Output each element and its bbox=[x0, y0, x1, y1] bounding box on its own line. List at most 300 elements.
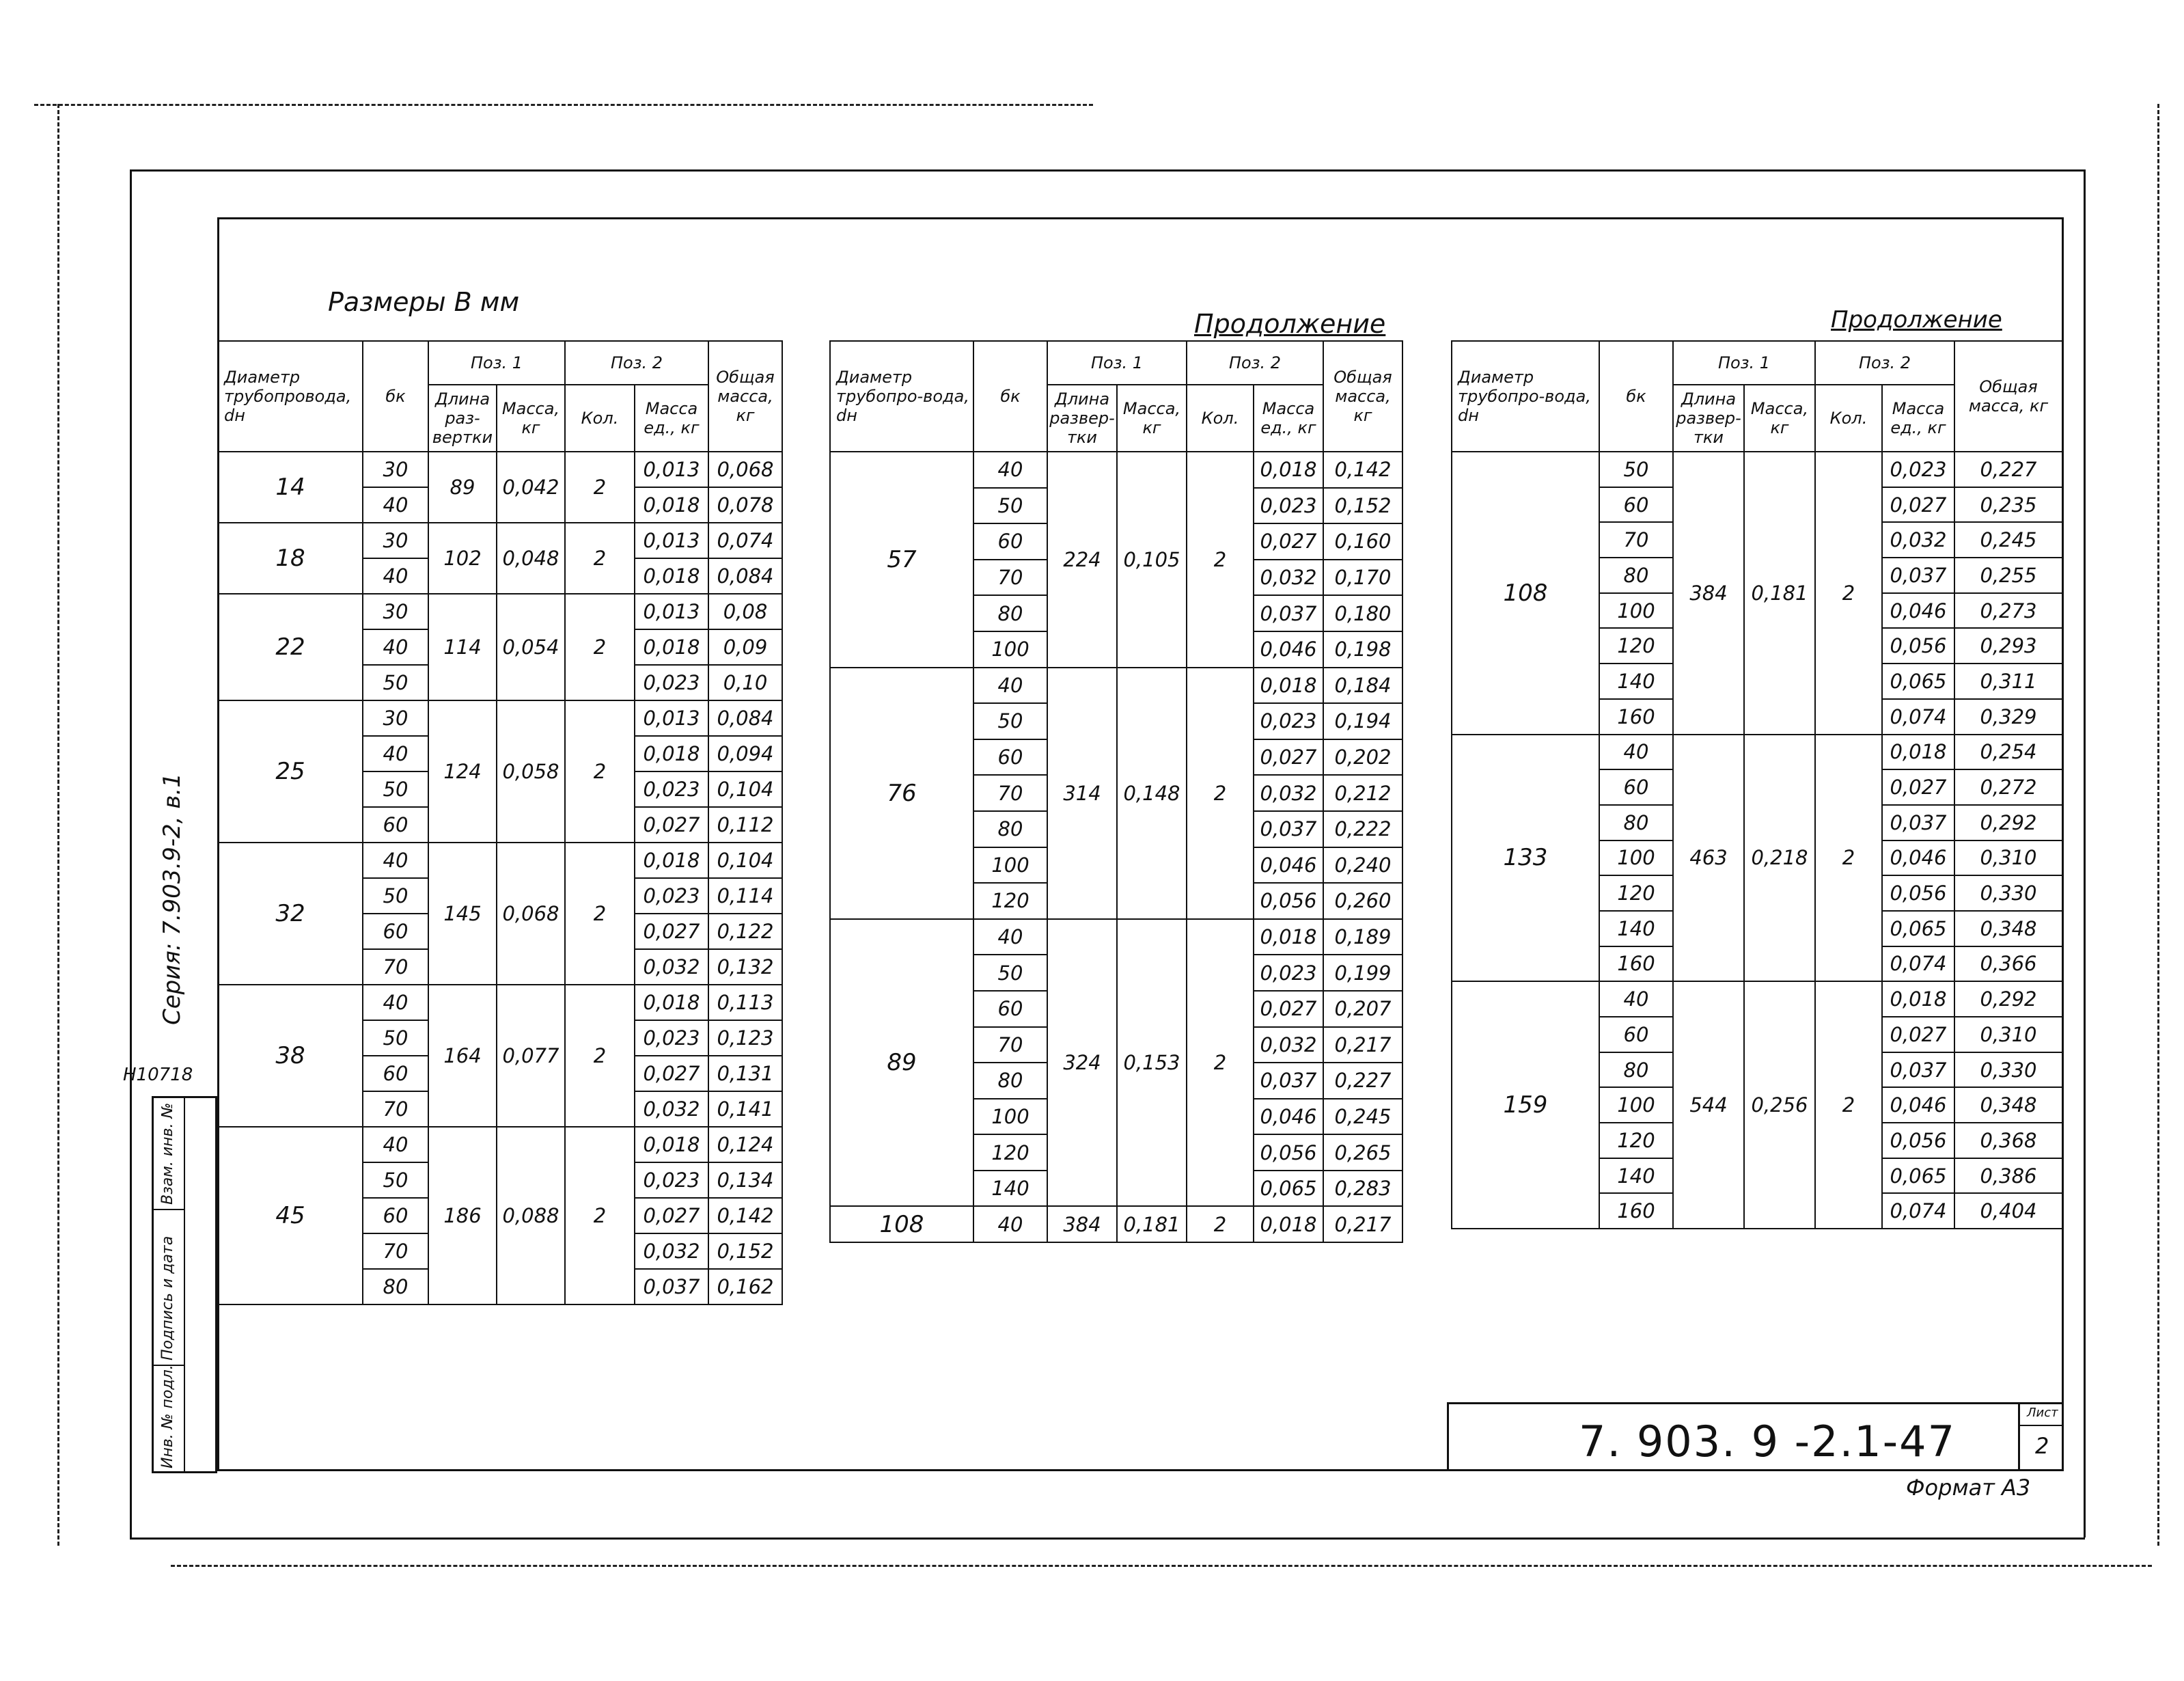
cell-length: 102 bbox=[428, 523, 497, 594]
cell-mass: 0,153 bbox=[1117, 919, 1187, 1207]
cell-unit-mass: 0,032 bbox=[635, 949, 708, 985]
cell-bk: 100 bbox=[1599, 840, 1673, 876]
cell-unit-mass: 0,032 bbox=[1254, 775, 1323, 811]
header-pos1-length: Длина раз-вертки bbox=[428, 385, 497, 452]
cell-unit-mass: 0,046 bbox=[1254, 1099, 1323, 1135]
cell-bk: 120 bbox=[1599, 1123, 1673, 1158]
cell-unit-mass: 0,056 bbox=[1882, 875, 1954, 911]
cell-unit-mass: 0,013 bbox=[635, 523, 708, 558]
cell-bk: 160 bbox=[1599, 946, 1673, 982]
header-total: Общая масса, кг bbox=[1323, 341, 1402, 452]
strip-label-signature: Подпись и дата bbox=[159, 1235, 176, 1361]
header-pos1-length: Длина развер-тки bbox=[1047, 385, 1117, 452]
cell-bk: 120 bbox=[1599, 875, 1673, 911]
cell-diameter: 76 bbox=[830, 668, 973, 919]
cell-total-mass: 0,074 bbox=[708, 523, 782, 558]
cell-mass: 0,068 bbox=[497, 843, 565, 985]
cell-unit-mass: 0,018 bbox=[635, 843, 708, 878]
cell-qty: 2 bbox=[1187, 668, 1254, 919]
cell-unit-mass: 0,023 bbox=[635, 1020, 708, 1056]
archive-number: Н10718 bbox=[123, 1065, 193, 1085]
cell-total-mass: 0,132 bbox=[708, 949, 782, 985]
cell-total-mass: 0,078 bbox=[708, 487, 782, 523]
cell-bk: 50 bbox=[363, 665, 428, 700]
outer-dashed-right bbox=[2157, 104, 2159, 1546]
cell-total-mass: 0,330 bbox=[1954, 1052, 2062, 1088]
spec-table-2 bbox=[829, 340, 1403, 1243]
cell-bk: 50 bbox=[363, 878, 428, 914]
cell-bk: 60 bbox=[1599, 769, 1673, 805]
cell-total-mass: 0,240 bbox=[1323, 847, 1402, 884]
table-row bbox=[218, 985, 782, 1020]
cell-unit-mass: 0,023 bbox=[1882, 452, 1954, 487]
cell-total-mass: 0,08 bbox=[708, 594, 782, 629]
cell-bk: 30 bbox=[363, 452, 428, 487]
cell-diameter: 133 bbox=[1452, 735, 1599, 982]
cell-bk: 70 bbox=[973, 1027, 1047, 1063]
cell-length: 89 bbox=[428, 452, 497, 523]
cell-total-mass: 0,198 bbox=[1323, 631, 1402, 668]
cell-diameter: 38 bbox=[218, 985, 363, 1127]
cell-total-mass: 0,254 bbox=[1954, 735, 2062, 770]
cell-bk: 40 bbox=[1599, 735, 1673, 770]
cell-diameter: 45 bbox=[218, 1127, 363, 1304]
cell-unit-mass: 0,023 bbox=[1254, 703, 1323, 739]
header-unit-mass: Масса ед., кг bbox=[1882, 385, 1954, 452]
cell-total-mass: 0,152 bbox=[708, 1233, 782, 1269]
cell-unit-mass: 0,023 bbox=[1254, 488, 1323, 524]
cell-mass: 0,105 bbox=[1117, 452, 1187, 668]
sheet-number: 2 bbox=[2035, 1433, 2049, 1459]
cell-bk: 40 bbox=[363, 985, 428, 1020]
cell-unit-mass: 0,023 bbox=[635, 1162, 708, 1198]
cell-bk: 30 bbox=[363, 594, 428, 629]
cell-unit-mass: 0,074 bbox=[1882, 1193, 1954, 1229]
cell-length: 145 bbox=[428, 843, 497, 985]
cell-unit-mass: 0,032 bbox=[635, 1091, 708, 1127]
cell-total-mass: 0,386 bbox=[1954, 1158, 2062, 1194]
continuation-label-1: Продолжение bbox=[1194, 309, 1386, 339]
header-diameter: Диаметр трубопровода, dн bbox=[218, 341, 363, 452]
cell-mass: 0,088 bbox=[497, 1127, 565, 1304]
header-pos1-mass: Масса, кг bbox=[1744, 385, 1815, 452]
cell-total-mass: 0,113 bbox=[708, 985, 782, 1020]
cell-total-mass: 0,272 bbox=[1954, 769, 2062, 805]
cell-length: 324 bbox=[1047, 919, 1117, 1207]
cell-bk: 60 bbox=[973, 739, 1047, 776]
cell-total-mass: 0,104 bbox=[708, 843, 782, 878]
cell-unit-mass: 0,018 bbox=[635, 558, 708, 594]
cell-mass: 0,077 bbox=[497, 985, 565, 1127]
cell-total-mass: 0,123 bbox=[708, 1020, 782, 1056]
cell-bk: 70 bbox=[363, 1233, 428, 1269]
frame-outer-top bbox=[130, 169, 2085, 172]
cell-total-mass: 0,273 bbox=[1954, 593, 2062, 629]
cell-qty: 2 bbox=[565, 700, 635, 843]
cell-total-mass: 0,292 bbox=[1954, 805, 2062, 840]
cell-total-mass: 0,292 bbox=[1954, 981, 2062, 1017]
cell-total-mass: 0,217 bbox=[1323, 1027, 1402, 1063]
cell-total-mass: 0,245 bbox=[1323, 1099, 1402, 1135]
title-block bbox=[1447, 1402, 2064, 1471]
cell-qty: 2 bbox=[565, 523, 635, 594]
cell-bk: 70 bbox=[363, 1091, 428, 1127]
header-bk: бк bbox=[363, 341, 428, 452]
cell-bk: 80 bbox=[973, 811, 1047, 847]
cell-bk: 60 bbox=[363, 807, 428, 843]
cell-bk: 120 bbox=[973, 883, 1047, 919]
outer-dashed-left bbox=[57, 104, 59, 1546]
cell-diameter: 89 bbox=[830, 919, 973, 1207]
cell-unit-mass: 0,027 bbox=[635, 807, 708, 843]
cell-unit-mass: 0,023 bbox=[635, 665, 708, 700]
cell-total-mass: 0,094 bbox=[708, 736, 782, 771]
cell-total-mass: 0,235 bbox=[1954, 487, 2062, 523]
cell-unit-mass: 0,018 bbox=[1254, 668, 1323, 704]
cell-unit-mass: 0,074 bbox=[1882, 699, 1954, 735]
cell-bk: 40 bbox=[973, 1206, 1047, 1242]
cell-bk: 40 bbox=[363, 736, 428, 771]
cell-unit-mass: 0,018 bbox=[635, 1127, 708, 1162]
header-pos2: Поз. 2 bbox=[1815, 341, 1954, 385]
cell-unit-mass: 0,027 bbox=[635, 1198, 708, 1233]
header-pos1-mass: Масса, кг bbox=[497, 385, 565, 452]
spec-table-3 bbox=[1451, 340, 2063, 1229]
cell-total-mass: 0,255 bbox=[1954, 558, 2062, 593]
cell-mass: 0,256 bbox=[1744, 981, 1815, 1229]
header-diameter: Диаметр трубопро-вода, dн bbox=[830, 341, 973, 452]
cell-total-mass: 0,199 bbox=[1323, 955, 1402, 991]
cell-unit-mass: 0,013 bbox=[635, 700, 708, 736]
cell-bk: 100 bbox=[973, 631, 1047, 668]
cell-total-mass: 0,194 bbox=[1323, 703, 1402, 739]
cell-unit-mass: 0,018 bbox=[1882, 981, 1954, 1017]
cell-total-mass: 0,217 bbox=[1323, 1206, 1402, 1242]
cell-bk: 70 bbox=[363, 949, 428, 985]
cell-unit-mass: 0,074 bbox=[1882, 946, 1954, 982]
cell-unit-mass: 0,023 bbox=[635, 878, 708, 914]
cell-total-mass: 0,134 bbox=[708, 1162, 782, 1198]
cell-total-mass: 0,368 bbox=[1954, 1123, 2062, 1158]
cell-unit-mass: 0,027 bbox=[635, 1056, 708, 1091]
cell-bk: 80 bbox=[1599, 805, 1673, 840]
header-pos1-mass: Масса, кг bbox=[1117, 385, 1187, 452]
cell-total-mass: 0,283 bbox=[1323, 1171, 1402, 1207]
table-row bbox=[1452, 452, 2062, 487]
cell-bk: 50 bbox=[363, 1020, 428, 1056]
cell-unit-mass: 0,065 bbox=[1254, 1171, 1323, 1207]
cell-mass: 0,148 bbox=[1117, 668, 1187, 919]
table-row bbox=[218, 594, 782, 629]
cell-total-mass: 0,162 bbox=[708, 1269, 782, 1304]
cell-total-mass: 0,170 bbox=[1323, 560, 1402, 596]
cell-bk: 80 bbox=[1599, 558, 1673, 593]
cell-total-mass: 0,311 bbox=[1954, 664, 2062, 699]
cell-bk: 60 bbox=[973, 991, 1047, 1027]
cell-bk: 100 bbox=[973, 1099, 1047, 1135]
table-row bbox=[830, 452, 1402, 488]
header-bk: бк bbox=[973, 341, 1047, 452]
cell-diameter: 57 bbox=[830, 452, 973, 668]
cell-diameter: 25 bbox=[218, 700, 363, 843]
cell-unit-mass: 0,046 bbox=[1254, 847, 1323, 884]
cell-qty: 2 bbox=[1815, 981, 1882, 1229]
cell-bk: 160 bbox=[1599, 1193, 1673, 1229]
cell-length: 463 bbox=[1673, 735, 1744, 982]
cell-unit-mass: 0,037 bbox=[1882, 558, 1954, 593]
cell-total-mass: 0,112 bbox=[708, 807, 782, 843]
cell-bk: 160 bbox=[1599, 699, 1673, 735]
header-pos1: Поз. 1 bbox=[428, 341, 565, 385]
table-row bbox=[830, 1206, 1402, 1242]
cell-length: 384 bbox=[1047, 1206, 1117, 1242]
table-row bbox=[218, 1127, 782, 1162]
cell-bk: 40 bbox=[1599, 981, 1673, 1017]
cell-bk: 40 bbox=[973, 452, 1047, 488]
table-row bbox=[218, 523, 782, 558]
continuation-label-2: Продолжение bbox=[1831, 306, 2002, 333]
cell-bk: 40 bbox=[363, 629, 428, 665]
cell-total-mass: 0,152 bbox=[1323, 488, 1402, 524]
cell-qty: 2 bbox=[1815, 452, 1882, 735]
cell-unit-mass: 0,037 bbox=[1254, 595, 1323, 631]
cell-total-mass: 0,245 bbox=[1954, 522, 2062, 558]
header-unit-mass: Масса ед., кг bbox=[1254, 385, 1323, 452]
cell-unit-mass: 0,065 bbox=[1882, 1158, 1954, 1194]
cell-total-mass: 0,160 bbox=[1323, 523, 1402, 560]
cell-length: 124 bbox=[428, 700, 497, 843]
cell-qty: 2 bbox=[565, 1127, 635, 1304]
approval-strip bbox=[152, 1096, 217, 1473]
table-row bbox=[830, 668, 1402, 704]
cell-total-mass: 0,293 bbox=[1954, 628, 2062, 664]
header-pos1: Поз. 1 bbox=[1673, 341, 1815, 385]
sheet-box bbox=[2018, 1404, 2064, 1471]
cell-total-mass: 0,068 bbox=[708, 452, 782, 487]
cell-bk: 60 bbox=[1599, 1017, 1673, 1052]
cell-total-mass: 0,260 bbox=[1323, 883, 1402, 919]
cell-mass: 0,058 bbox=[497, 700, 565, 843]
cell-bk: 60 bbox=[973, 523, 1047, 560]
cell-unit-mass: 0,027 bbox=[1882, 487, 1954, 523]
cell-total-mass: 0,366 bbox=[1954, 946, 2062, 982]
cell-bk: 140 bbox=[1599, 664, 1673, 699]
cell-unit-mass: 0,023 bbox=[1254, 955, 1323, 991]
cell-unit-mass: 0,065 bbox=[1882, 664, 1954, 699]
cell-bk: 50 bbox=[973, 488, 1047, 524]
cell-total-mass: 0,329 bbox=[1954, 699, 2062, 735]
cell-length: 164 bbox=[428, 985, 497, 1127]
outer-dashed-bottom bbox=[171, 1565, 2152, 1567]
cell-bk: 100 bbox=[973, 847, 1047, 884]
strip-label-inventory: Инв. № подл. bbox=[159, 1365, 176, 1468]
cell-total-mass: 0,084 bbox=[708, 700, 782, 736]
cell-unit-mass: 0,046 bbox=[1882, 593, 1954, 629]
sheet-label: Лист bbox=[2027, 1406, 2058, 1420]
cell-bk: 80 bbox=[363, 1269, 428, 1304]
cell-bk: 120 bbox=[1599, 628, 1673, 664]
cell-mass: 0,048 bbox=[497, 523, 565, 594]
cell-bk: 60 bbox=[1599, 487, 1673, 523]
cell-total-mass: 0,141 bbox=[708, 1091, 782, 1127]
cell-unit-mass: 0,027 bbox=[1882, 1017, 1954, 1052]
cell-length: 544 bbox=[1673, 981, 1744, 1229]
cell-unit-mass: 0,018 bbox=[1254, 919, 1323, 955]
cell-unit-mass: 0,018 bbox=[635, 629, 708, 665]
cell-total-mass: 0,310 bbox=[1954, 840, 2062, 876]
cell-bk: 30 bbox=[363, 700, 428, 736]
frame-outer-right bbox=[2084, 169, 2086, 1538]
cell-bk: 30 bbox=[363, 523, 428, 558]
cell-total-mass: 0,104 bbox=[708, 771, 782, 807]
table-row bbox=[830, 919, 1402, 955]
frame-outer-bottom bbox=[130, 1538, 2085, 1540]
header-pos1: Поз. 1 bbox=[1047, 341, 1187, 385]
cell-unit-mass: 0,056 bbox=[1254, 883, 1323, 919]
cell-length: 314 bbox=[1047, 668, 1117, 919]
cell-bk: 70 bbox=[973, 560, 1047, 596]
series-label: Серия: 7.903.9-2, в.1 bbox=[158, 773, 186, 1025]
cell-total-mass: 0,222 bbox=[1323, 811, 1402, 847]
cell-bk: 120 bbox=[973, 1134, 1047, 1171]
cell-total-mass: 0,348 bbox=[1954, 1087, 2062, 1123]
cell-bk: 80 bbox=[973, 595, 1047, 631]
outer-dashed-top bbox=[34, 104, 1093, 106]
cell-bk: 140 bbox=[1599, 911, 1673, 946]
table-row bbox=[1452, 981, 2062, 1017]
cell-bk: 50 bbox=[973, 703, 1047, 739]
cell-unit-mass: 0,013 bbox=[635, 452, 708, 487]
header-qty: Кол. bbox=[565, 385, 635, 452]
cell-unit-mass: 0,032 bbox=[1882, 522, 1954, 558]
cell-diameter: 14 bbox=[218, 452, 363, 523]
cell-bk: 70 bbox=[973, 775, 1047, 811]
cell-mass: 0,218 bbox=[1744, 735, 1815, 982]
cell-total-mass: 0,202 bbox=[1323, 739, 1402, 776]
cell-bk: 100 bbox=[1599, 1087, 1673, 1123]
cell-bk: 40 bbox=[363, 843, 428, 878]
cell-total-mass: 0,189 bbox=[1323, 919, 1402, 955]
header-pos2: Поз. 2 bbox=[565, 341, 708, 385]
cell-qty: 2 bbox=[565, 594, 635, 700]
cell-qty: 2 bbox=[565, 985, 635, 1127]
cell-bk: 140 bbox=[973, 1171, 1047, 1207]
strip-label-replace: Взам. инв. № bbox=[159, 1102, 176, 1205]
cell-unit-mass: 0,046 bbox=[1882, 1087, 1954, 1123]
header-qty: Кол. bbox=[1815, 385, 1882, 452]
cell-bk: 40 bbox=[973, 919, 1047, 955]
cell-diameter: 22 bbox=[218, 594, 363, 700]
header-bk: бк bbox=[1599, 341, 1673, 452]
cell-total-mass: 0,227 bbox=[1323, 1063, 1402, 1099]
cell-unit-mass: 0,018 bbox=[1882, 735, 1954, 770]
header-total: Общая масса, кг bbox=[1954, 341, 2062, 452]
cell-bk: 100 bbox=[1599, 593, 1673, 629]
table-row bbox=[218, 452, 782, 487]
cell-unit-mass: 0,032 bbox=[635, 1233, 708, 1269]
strip-field-inventory bbox=[154, 1365, 184, 1471]
cell-diameter: 108 bbox=[1452, 452, 1599, 735]
cell-bk: 80 bbox=[973, 1063, 1047, 1099]
strip-field-signature bbox=[154, 1209, 184, 1366]
header-pos1-length: Длина развер-тки bbox=[1673, 385, 1744, 452]
table-row bbox=[1452, 735, 2062, 770]
cell-mass: 0,181 bbox=[1117, 1206, 1187, 1242]
cell-unit-mass: 0,037 bbox=[1254, 811, 1323, 847]
cell-bk: 40 bbox=[363, 558, 428, 594]
cell-total-mass: 0,265 bbox=[1323, 1134, 1402, 1171]
cell-total-mass: 0,084 bbox=[708, 558, 782, 594]
cell-length: 384 bbox=[1673, 452, 1744, 735]
cell-bk: 140 bbox=[1599, 1158, 1673, 1194]
cell-unit-mass: 0,037 bbox=[1254, 1063, 1323, 1099]
cell-unit-mass: 0,027 bbox=[1254, 739, 1323, 776]
cell-bk: 50 bbox=[973, 955, 1047, 991]
cell-bk: 40 bbox=[363, 487, 428, 523]
cell-diameter: 108 bbox=[830, 1206, 973, 1242]
frame-left bbox=[130, 169, 132, 1538]
cell-unit-mass: 0,018 bbox=[635, 736, 708, 771]
cell-mass: 0,054 bbox=[497, 594, 565, 700]
cell-unit-mass: 0,046 bbox=[1882, 840, 1954, 876]
cell-bk: 60 bbox=[363, 914, 428, 949]
header-qty: Кол. bbox=[1187, 385, 1254, 452]
strip-field-replace bbox=[154, 1098, 184, 1210]
cell-unit-mass: 0,027 bbox=[1254, 523, 1323, 560]
cell-total-mass: 0,212 bbox=[1323, 775, 1402, 811]
cell-unit-mass: 0,023 bbox=[635, 771, 708, 807]
cell-total-mass: 0,114 bbox=[708, 878, 782, 914]
cell-total-mass: 0,09 bbox=[708, 629, 782, 665]
header-pos2: Поз. 2 bbox=[1187, 341, 1323, 385]
cell-bk: 50 bbox=[363, 771, 428, 807]
cell-unit-mass: 0,018 bbox=[635, 487, 708, 523]
document-code: 7. 903. 9 -2.1-47 bbox=[1579, 1417, 1957, 1466]
cell-total-mass: 0,10 bbox=[708, 665, 782, 700]
cell-bk: 50 bbox=[1599, 452, 1673, 487]
header-total: Общая масса, кг bbox=[708, 341, 782, 452]
cell-unit-mass: 0,027 bbox=[635, 914, 708, 949]
cell-qty: 2 bbox=[565, 843, 635, 985]
cell-qty: 2 bbox=[1187, 919, 1254, 1207]
header-diameter: Диаметр трубопро-вода, dн bbox=[1452, 341, 1599, 452]
cell-unit-mass: 0,032 bbox=[1254, 560, 1323, 596]
cell-total-mass: 0,348 bbox=[1954, 911, 2062, 946]
cell-unit-mass: 0,032 bbox=[1254, 1027, 1323, 1063]
table-row bbox=[218, 843, 782, 878]
cell-unit-mass: 0,065 bbox=[1882, 911, 1954, 946]
cell-total-mass: 0,122 bbox=[708, 914, 782, 949]
cell-unit-mass: 0,018 bbox=[1254, 1206, 1323, 1242]
table-row bbox=[218, 700, 782, 736]
cell-total-mass: 0,310 bbox=[1954, 1017, 2062, 1052]
cell-total-mass: 0,207 bbox=[1323, 991, 1402, 1027]
cell-total-mass: 0,184 bbox=[1323, 668, 1402, 704]
cell-unit-mass: 0,046 bbox=[1254, 631, 1323, 668]
cell-qty: 2 bbox=[1815, 735, 1882, 982]
cell-total-mass: 0,131 bbox=[708, 1056, 782, 1091]
cell-length: 224 bbox=[1047, 452, 1117, 668]
cell-total-mass: 0,330 bbox=[1954, 875, 2062, 911]
cell-unit-mass: 0,013 bbox=[635, 594, 708, 629]
cell-length: 114 bbox=[428, 594, 497, 700]
cell-total-mass: 0,142 bbox=[708, 1198, 782, 1233]
cell-mass: 0,181 bbox=[1744, 452, 1815, 735]
cell-qty: 2 bbox=[1187, 1206, 1254, 1242]
cell-unit-mass: 0,018 bbox=[1254, 452, 1323, 488]
cell-unit-mass: 0,056 bbox=[1882, 628, 1954, 664]
cell-bk: 40 bbox=[363, 1127, 428, 1162]
